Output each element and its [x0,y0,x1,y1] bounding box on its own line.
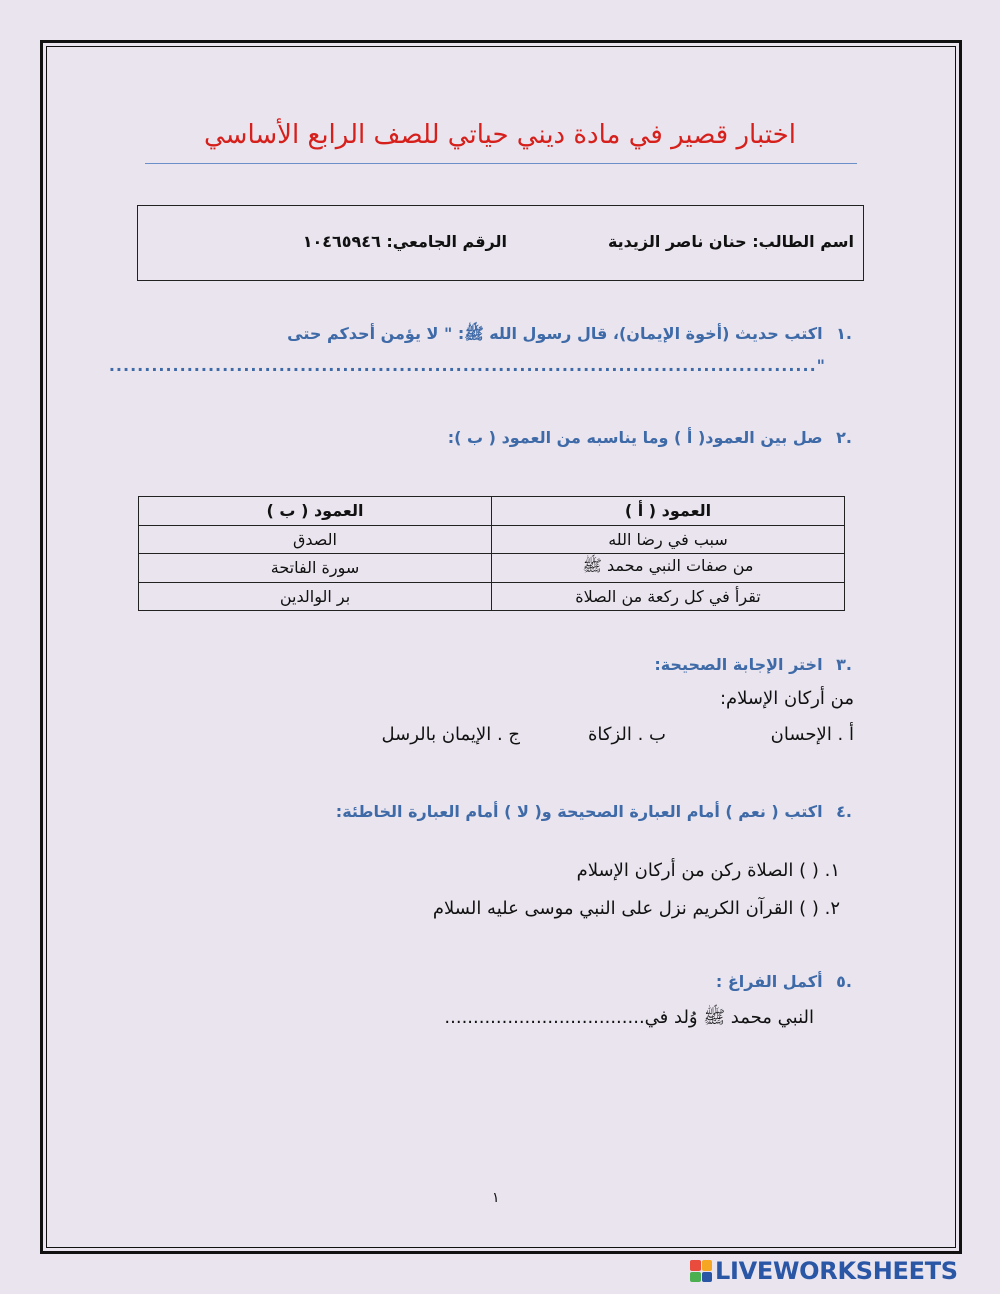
matching-table-header [139,497,845,526]
answer-bracket[interactable]: ( ) [799,898,819,919]
column-b-cell[interactable]: بر الوالدين [139,582,492,611]
column-a-header: العمود ( أ ) [492,497,845,526]
page-title: اختبار قصير في مادة ديني حياتي للصف الرابع الأساسي [204,120,796,150]
fill-blank-sentence[interactable]: النبي محمد ﷺ وُلد في................................... [444,1007,814,1028]
column-a-cell[interactable]: تقرأ في كل ركعة من الصلاة [492,582,845,611]
question-1-number: .١ [836,324,852,343]
student-name [608,232,854,251]
item-number: ١. [824,860,840,881]
true-false-item [577,860,840,881]
page-number: ١ [492,1190,500,1206]
column-a-cell[interactable]: سبب في رضا الله [492,525,845,554]
question-3-prompt: من أركان الإسلام: [719,688,854,709]
student-id [303,232,507,251]
table-row [139,554,845,583]
question-5-number: .٥ [836,972,852,991]
question-4-number: .٤ [836,802,852,821]
question-4-text: اكتب ( نعم ) أمام العبارة الصحيحة و( لا ) أمام العبارة الخاطئة: [335,802,823,821]
table-row [139,525,845,554]
student-name-label: اسم الطالب: [752,232,854,251]
question-2-number: .٢ [836,428,852,447]
question-1-heading [287,324,852,347]
question-2-text: صل بين العمود( أ ) وما يناسبه من العمود ( ب ): [447,428,823,447]
true-false-item [433,898,840,919]
question-5-text: أكمل الفراغ : [715,972,823,991]
question-1-text: اكتب حديث (أخوة الإيمان)، قال رسول الله ﷺ: " لا يؤمن أحدكم حتى [287,324,823,343]
student-id-label: الرقم الجامعي: [386,232,507,251]
column-b-cell[interactable]: سورة الفاتحة [139,554,492,583]
item-number: ٢. [824,898,840,919]
option-a[interactable]: أ . الإحسان [770,724,854,745]
question-3-text: اختر الإجابة الصحيحة: [654,655,823,674]
question-2-heading [448,428,852,447]
column-b-cell[interactable]: الصدق [139,525,492,554]
option-b[interactable]: ب . الزكاة [587,724,666,745]
question-3-number: .٣ [836,655,852,674]
logo-text: LIVEWORKSHEETS [715,1257,958,1285]
matching-table [138,496,845,611]
option-c[interactable]: ج . الإيمان بالرسل [381,724,520,745]
question-3-heading [654,655,852,674]
table-row [139,582,845,611]
question-5-heading [716,972,852,991]
title-divider [145,163,857,164]
column-b-header: العمود ( ب ) [139,497,492,526]
liveworksheets-logo [690,1258,958,1284]
column-a-cell[interactable]: من صفات النبي محمد ﷺ [492,554,845,583]
item-statement: الصلاة ركن من أركان الإسلام [576,860,794,881]
student-name-value: حنان ناصر الزيدية [607,232,747,251]
question-4-heading [336,802,852,821]
question-1-answer-blank[interactable]: ".................................................................................................... [108,356,826,375]
item-statement: القرآن الكريم نزل على النبي موسى عليه السلام [432,898,794,919]
student-id-value: ١٠٤٦٥٩٤٦ [302,232,381,251]
answer-bracket[interactable]: ( ) [799,860,819,881]
logo-icon [690,1260,712,1282]
